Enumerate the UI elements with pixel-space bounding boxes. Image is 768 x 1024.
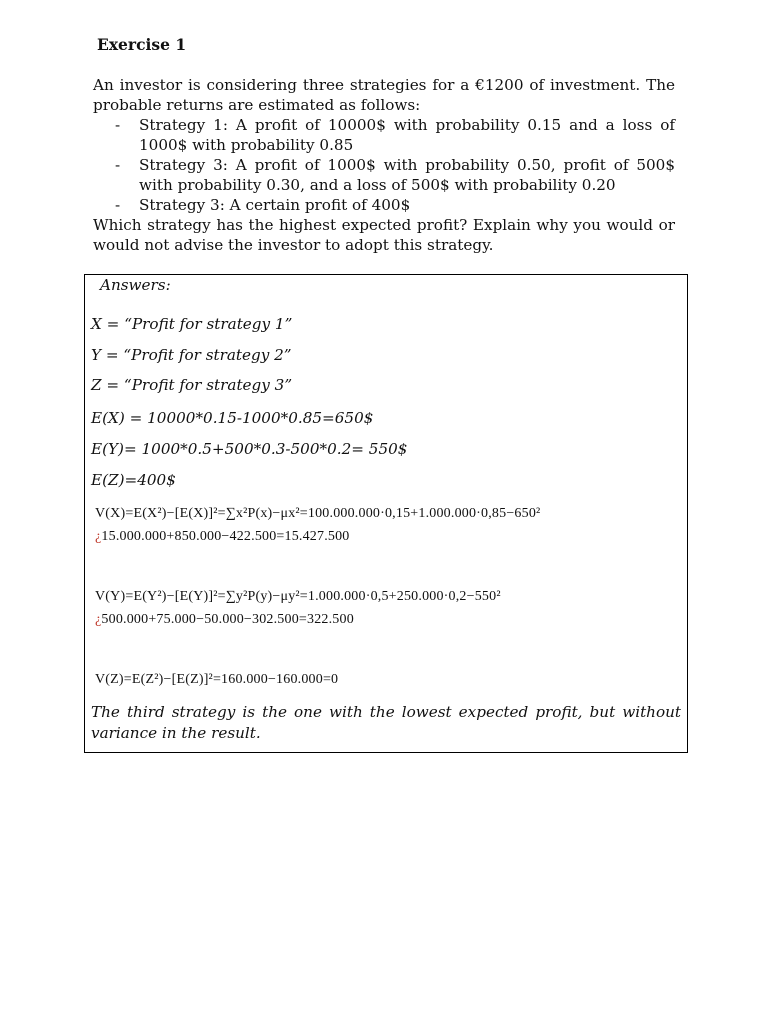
variance-y-result: ¿500.000+75.000−50.000−302.500=322.500 bbox=[95, 612, 354, 627]
answer-box bbox=[84, 274, 688, 753]
variance-y-formula: V(Y)=E(Y²)−[E(Y)]²=∑y²P(y)−μy²=1.000.000·0,5+250.000·0,2−550² bbox=[95, 589, 501, 604]
problem-question: Which strategy has the highest expected profit? Explain why you would or would not advise the investor to adopt this strategy. bbox=[93, 216, 675, 254]
exercise-title: Exercise 1 bbox=[97, 35, 187, 54]
problem-statement bbox=[93, 75, 675, 255]
expectation-x: E(X) = 10000*0.15-1000*0.85=650$ bbox=[91, 409, 374, 427]
definition-z: Z = “Profit for strategy 3” bbox=[91, 376, 293, 394]
variance-z-formula: V(Z)=E(Z²)−[E(Z)]²=160.000−160.000=0 bbox=[95, 672, 339, 687]
variance-x-formula: V(X)=E(X²)−[E(X)]²=∑x²P(x)−μx²=100.000.000·0,15+1.000.000·0,85−650² bbox=[95, 506, 541, 521]
problem-intro: An investor is considering three strategies for a €1200 of investment. The probable returns are estimated as follows: bbox=[93, 76, 675, 114]
strategy-item: - Strategy 3: A profit of 1000$ with probability 0.50, profit of 500$ with probability 0.30, and a loss of 500$ with probability 0.20 bbox=[115, 156, 675, 194]
strategy-list bbox=[93, 115, 675, 215]
strategy-item: - Strategy 3: A certain profit of 400$ bbox=[115, 196, 411, 214]
strategy-item: - Strategy 1: A profit of 10000$ with probability 0.15 and a loss of 1000$ with probability 0.85 bbox=[115, 116, 675, 154]
expectation-z: E(Z)=400$ bbox=[91, 471, 176, 489]
answers-heading: Answers: bbox=[100, 276, 171, 294]
definition-y: Y = “Profit for strategy 2” bbox=[91, 346, 292, 364]
conclusion-text: The third strategy is the one with the lowest expected profit, but without variance in the result. bbox=[91, 703, 681, 742]
expectation-y: E(Y)= 1000*0.5+500*0.3-500*0.2= 550$ bbox=[91, 440, 408, 458]
variance-x-result: ¿15.000.000+850.000−422.500=15.427.500 bbox=[95, 529, 350, 544]
definition-x: X = “Profit for strategy 1” bbox=[91, 315, 293, 333]
